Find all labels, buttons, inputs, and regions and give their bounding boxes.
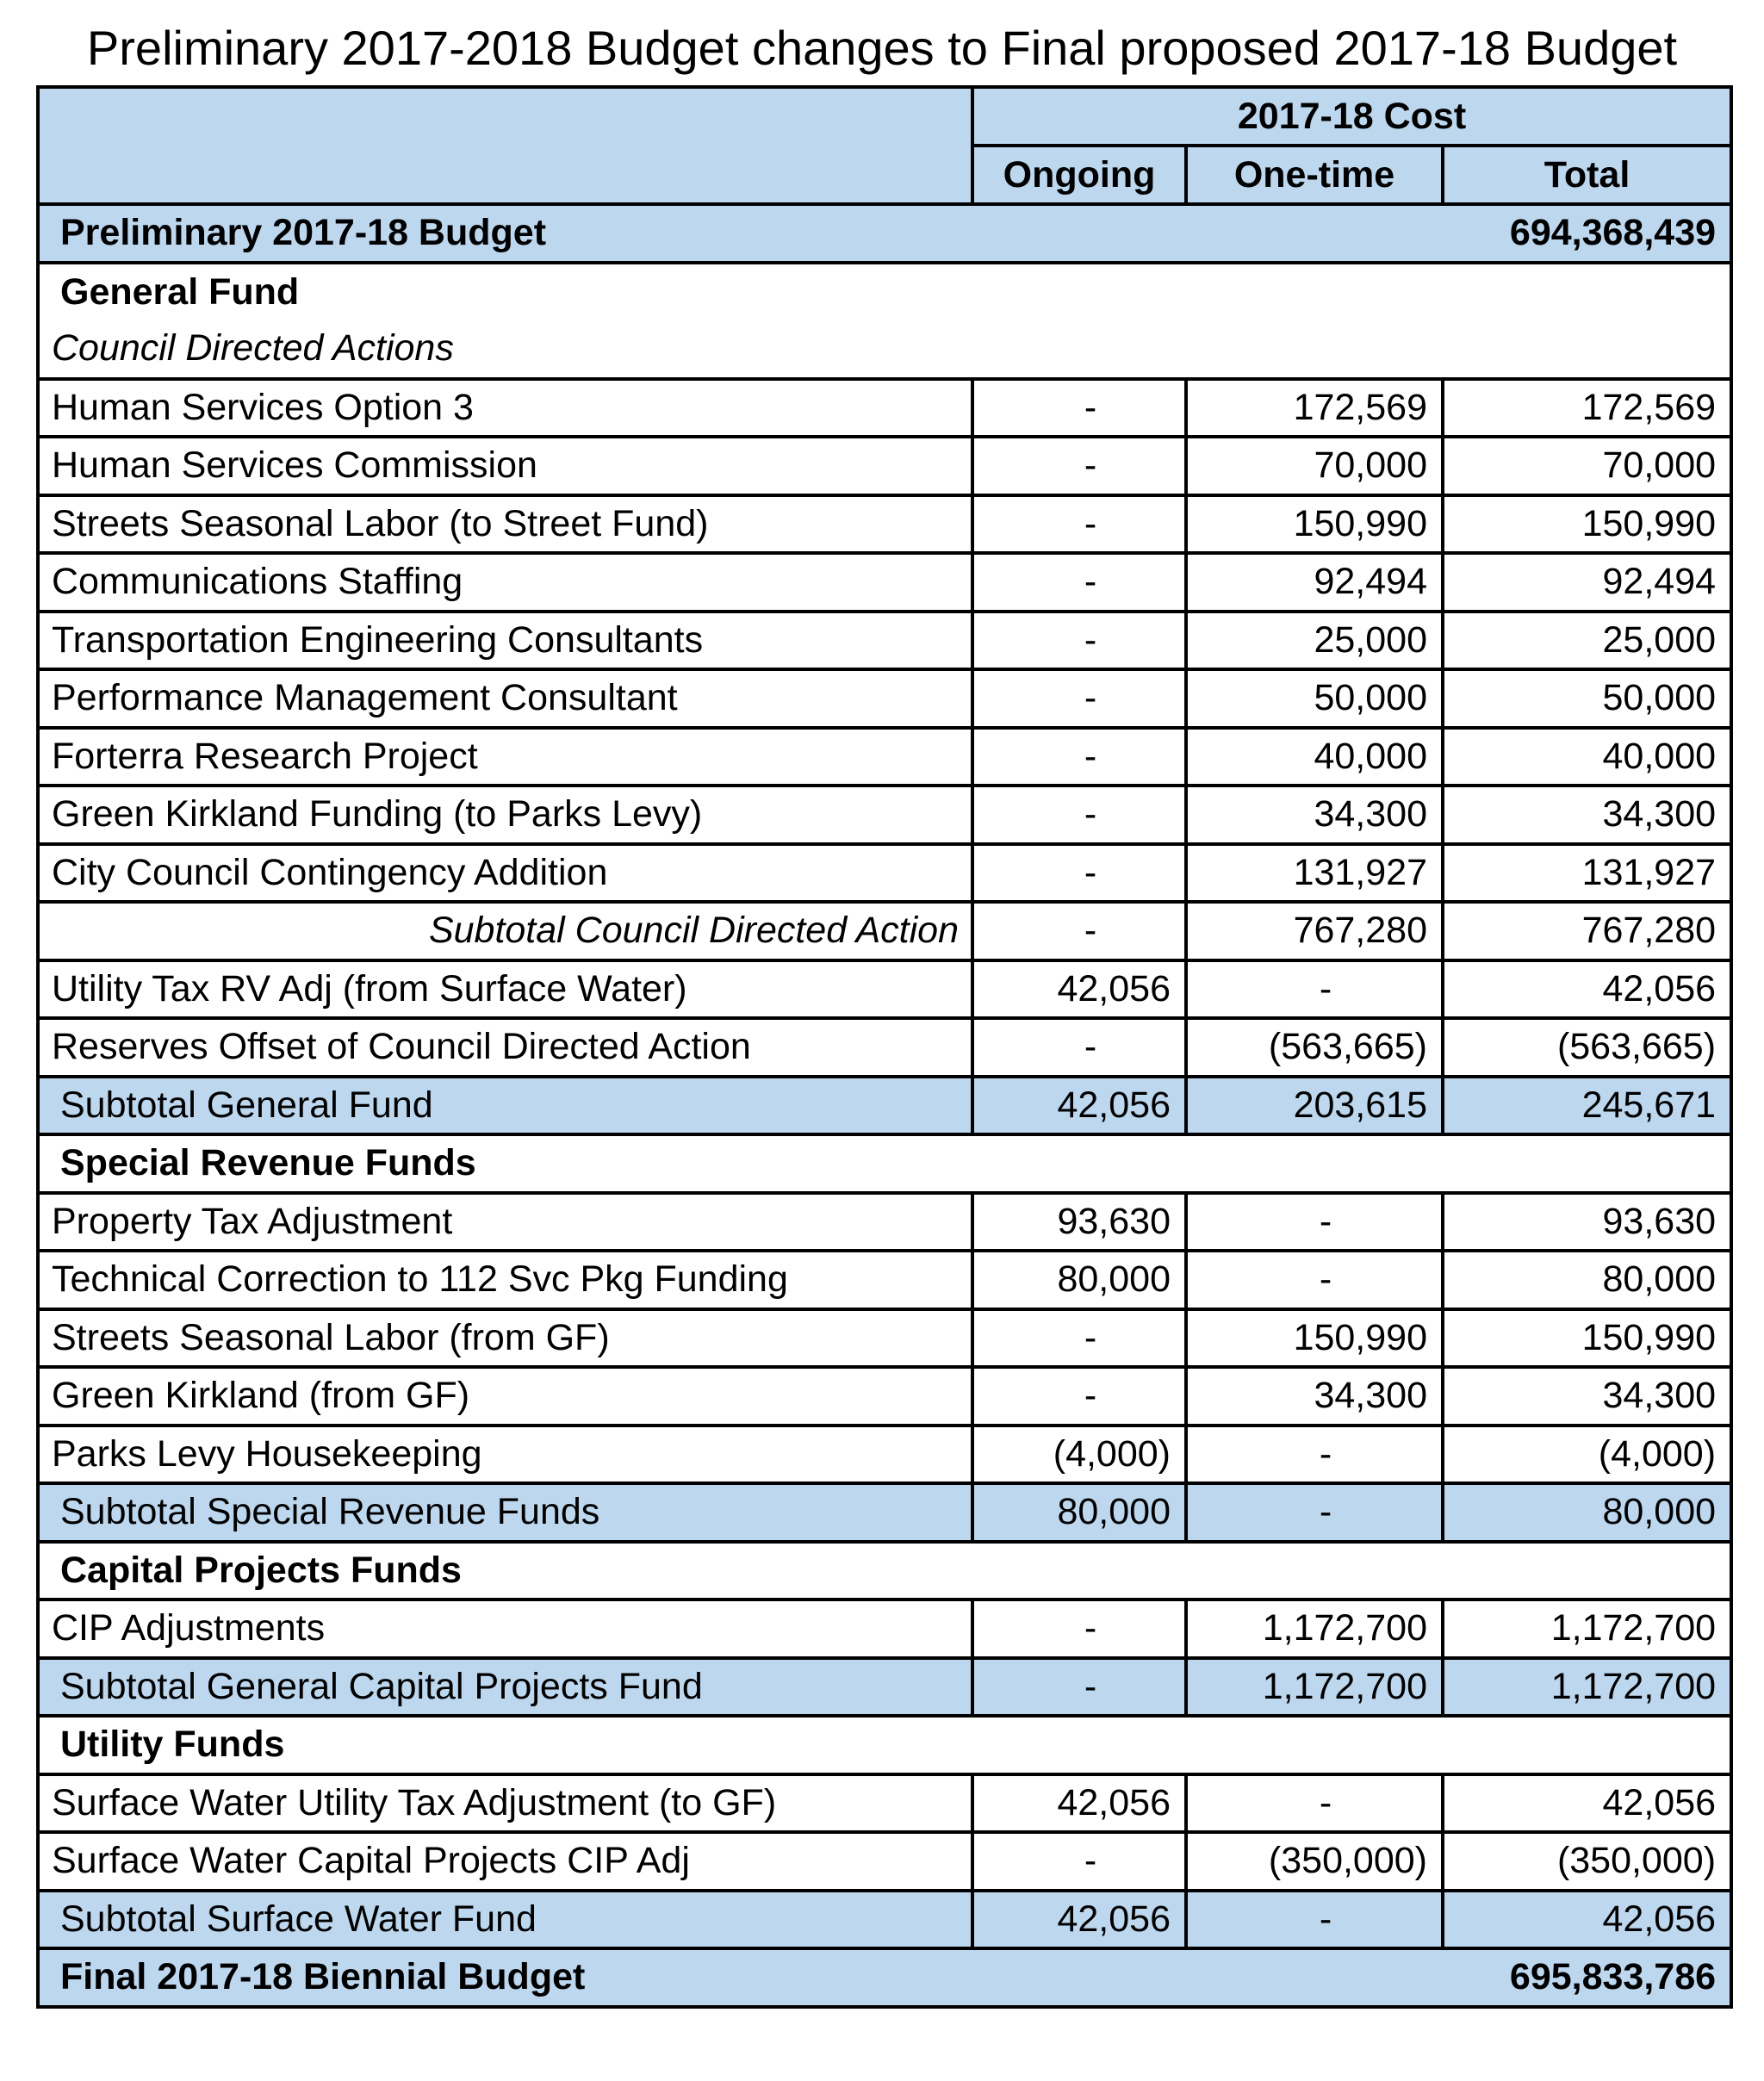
ongoing-cell: (4,000) — [972, 1426, 1186, 1484]
subtotal-general-fund-row — [38, 1077, 1731, 1135]
preliminary-budget-row-label: Preliminary 2017-18 Budget — [38, 204, 1443, 263]
total-cell: 172,569 — [1443, 379, 1731, 438]
header-row-group — [38, 87, 1731, 146]
row-label: Parks Levy Housekeeping — [38, 1426, 972, 1484]
header-total: Total — [1443, 146, 1731, 204]
ongoing-cell: - — [972, 669, 1186, 728]
one-time-cell: - — [1186, 1891, 1443, 1949]
table-row — [38, 1193, 1731, 1252]
total-cell: 42,056 — [1443, 960, 1731, 1019]
table-row — [38, 1251, 1731, 1309]
ongoing-cell: 42,056 — [972, 960, 1186, 1019]
table-row — [38, 669, 1731, 728]
row-label: Subtotal General Fund — [38, 1077, 972, 1135]
one-time-cell: 172,569 — [1186, 379, 1443, 438]
final-budget-row — [38, 1948, 1731, 2007]
one-time-cell: 34,300 — [1186, 786, 1443, 844]
ongoing-cell: 42,056 — [972, 1077, 1186, 1135]
table-row — [38, 1832, 1731, 1891]
one-time-cell: - — [1186, 1483, 1443, 1542]
final-budget-row-total: 695,833,786 — [1443, 1948, 1731, 2007]
table-row — [38, 1774, 1731, 1833]
preliminary-budget-row — [38, 204, 1731, 263]
total-cell: 245,671 — [1443, 1077, 1731, 1135]
table-row — [38, 553, 1731, 612]
section-capital-projects — [38, 1542, 1731, 1600]
table-row — [38, 379, 1731, 438]
ongoing-cell: - — [972, 728, 1186, 786]
total-cell: 131,927 — [1443, 844, 1731, 903]
ongoing-cell: 42,056 — [972, 1774, 1186, 1833]
ongoing-cell: 80,000 — [972, 1251, 1186, 1309]
total-cell: 92,494 — [1443, 553, 1731, 612]
table-row — [38, 786, 1731, 844]
row-label: Surface Water Utility Tax Adjustment (to GF) — [38, 1774, 972, 1833]
table-row — [38, 1309, 1731, 1368]
one-time-cell: 70,000 — [1186, 437, 1443, 495]
row-label: Communications Staffing — [38, 553, 972, 612]
council-directed-actions-label: Council Directed Actions — [52, 327, 454, 370]
one-time-cell: - — [1186, 960, 1443, 1019]
subtotal-capital-projects-row — [38, 1658, 1731, 1717]
total-cell: 40,000 — [1443, 728, 1731, 786]
table-row — [38, 1426, 1731, 1484]
section-special-revenue — [38, 1134, 1731, 1193]
row-label: Human Services Option 3 — [38, 379, 972, 438]
ongoing-cell: - — [972, 553, 1186, 612]
row-label: Forterra Research Project — [38, 728, 972, 786]
one-time-cell: 40,000 — [1186, 728, 1443, 786]
total-cell: 34,300 — [1443, 786, 1731, 844]
total-cell: 1,172,700 — [1443, 1658, 1731, 1717]
ongoing-cell: - — [972, 1367, 1186, 1426]
row-label: Green Kirkland Funding (to Parks Levy) — [38, 786, 972, 844]
table-row — [38, 1367, 1731, 1426]
one-time-cell: - — [1186, 1774, 1443, 1833]
table-row — [38, 495, 1731, 554]
total-cell: 1,172,700 — [1443, 1600, 1731, 1658]
row-label: Subtotal General Capital Projects Fund — [38, 1658, 972, 1717]
ongoing-cell: - — [972, 786, 1186, 844]
ongoing-cell: - — [972, 1658, 1186, 1717]
section-special-revenue-text: Special Revenue Funds — [38, 1134, 1731, 1193]
table-row — [38, 1018, 1731, 1077]
row-label: Utility Tax RV Adj (from Surface Water) — [38, 960, 972, 1019]
one-time-cell: 131,927 — [1186, 844, 1443, 903]
row-label: Subtotal Council Directed Action — [38, 902, 972, 960]
row-label: Green Kirkland (from GF) — [38, 1367, 972, 1426]
total-cell: 150,990 — [1443, 495, 1731, 554]
section-general-fund — [38, 263, 1731, 321]
ongoing-cell: - — [972, 612, 1186, 670]
one-time-cell: 150,990 — [1186, 495, 1443, 554]
one-time-cell: - — [1186, 1426, 1443, 1484]
row-label: Performance Management Consultant — [38, 669, 972, 728]
section-capital-projects-text: Capital Projects Funds — [38, 1542, 1731, 1600]
section-utility-funds — [38, 1716, 1731, 1774]
total-cell: 80,000 — [1443, 1251, 1731, 1309]
total-cell: 25,000 — [1443, 612, 1731, 670]
table-row — [38, 728, 1731, 786]
header-one-time: One-time — [1186, 146, 1443, 204]
row-label: Technical Correction to 112 Svc Pkg Funding — [38, 1251, 972, 1309]
one-time-cell: 203,615 — [1186, 1077, 1443, 1135]
one-time-cell: 34,300 — [1186, 1367, 1443, 1426]
subtotal-surface-water-row — [38, 1891, 1731, 1949]
ongoing-cell: - — [972, 437, 1186, 495]
total-cell: 150,990 — [1443, 1309, 1731, 1368]
one-time-cell: 767,280 — [1186, 902, 1443, 960]
header-blank-cell — [38, 87, 972, 204]
ongoing-cell: - — [972, 1832, 1186, 1891]
subtotal-special-revenue-row — [38, 1483, 1731, 1542]
ongoing-cell: 42,056 — [972, 1891, 1186, 1949]
row-label: Human Services Commission — [38, 437, 972, 495]
page-title: Preliminary 2017-2018 Budget changes to Final proposed 2017-18 Budget — [86, 21, 1678, 75]
row-label: Surface Water Capital Projects CIP Adj — [38, 1832, 972, 1891]
one-time-cell: - — [1186, 1251, 1443, 1309]
row-label: CIP Adjustments — [38, 1600, 972, 1658]
ongoing-cell: 93,630 — [972, 1193, 1186, 1252]
one-time-cell: 150,990 — [1186, 1309, 1443, 1368]
table-row — [38, 1600, 1731, 1658]
one-time-cell: (563,665) — [1186, 1018, 1443, 1077]
table-row — [38, 960, 1731, 1019]
header-ongoing: Ongoing — [972, 146, 1186, 204]
total-cell: (350,000) — [1443, 1832, 1731, 1891]
one-time-cell: (350,000) — [1186, 1832, 1443, 1891]
total-cell: (563,665) — [1443, 1018, 1731, 1077]
one-time-cell: - — [1186, 1193, 1443, 1252]
ongoing-cell: - — [972, 379, 1186, 438]
budget-table — [36, 85, 1733, 2009]
one-time-cell: 25,000 — [1186, 612, 1443, 670]
table-row — [38, 844, 1731, 903]
row-label: Property Tax Adjustment — [38, 1193, 972, 1252]
total-cell: 767,280 — [1443, 902, 1731, 960]
council-subtotal-row — [38, 902, 1731, 960]
total-cell: 34,300 — [1443, 1367, 1731, 1426]
ongoing-cell: - — [972, 1309, 1186, 1368]
table-row — [38, 612, 1731, 670]
row-label: Reserves Offset of Council Directed Action — [38, 1018, 972, 1077]
row-label: Subtotal Special Revenue Funds — [38, 1483, 972, 1542]
budget-table-body — [38, 87, 1731, 2007]
ongoing-cell: - — [972, 495, 1186, 554]
total-cell: 42,056 — [1443, 1891, 1731, 1949]
preliminary-budget-row-total: 694,368,439 — [1443, 204, 1731, 263]
one-time-cell: 92,494 — [1186, 553, 1443, 612]
total-cell: (4,000) — [1443, 1426, 1731, 1484]
section-general-fund-text: General Fund — [38, 263, 1731, 321]
total-cell: 42,056 — [1443, 1774, 1731, 1833]
row-label: Subtotal Surface Water Fund — [38, 1891, 972, 1949]
ongoing-cell: - — [972, 844, 1186, 903]
row-label: Streets Seasonal Labor (to Street Fund) — [38, 495, 972, 554]
council-directed-actions-row — [38, 320, 1731, 379]
table-row — [38, 437, 1731, 495]
ongoing-cell: - — [972, 1600, 1186, 1658]
section-utility-funds-text: Utility Funds — [38, 1716, 1731, 1774]
ongoing-cell: - — [972, 902, 1186, 960]
total-cell: 50,000 — [1443, 669, 1731, 728]
total-cell: 70,000 — [1443, 437, 1731, 495]
one-time-cell: 1,172,700 — [1186, 1600, 1443, 1658]
total-cell: 93,630 — [1443, 1193, 1731, 1252]
ongoing-cell: - — [972, 1018, 1186, 1077]
final-budget-row-label: Final 2017-18 Biennial Budget — [38, 1948, 1443, 2007]
total-cell: 80,000 — [1443, 1483, 1731, 1542]
one-time-cell: 1,172,700 — [1186, 1658, 1443, 1717]
header-cost-group: 2017-18 Cost — [972, 87, 1731, 146]
one-time-cell: 50,000 — [1186, 669, 1443, 728]
row-label: City Council Contingency Addition — [38, 844, 972, 903]
ongoing-cell: 80,000 — [972, 1483, 1186, 1542]
row-label: Transportation Engineering Consultants — [38, 612, 972, 670]
row-label: Streets Seasonal Labor (from GF) — [38, 1309, 972, 1368]
